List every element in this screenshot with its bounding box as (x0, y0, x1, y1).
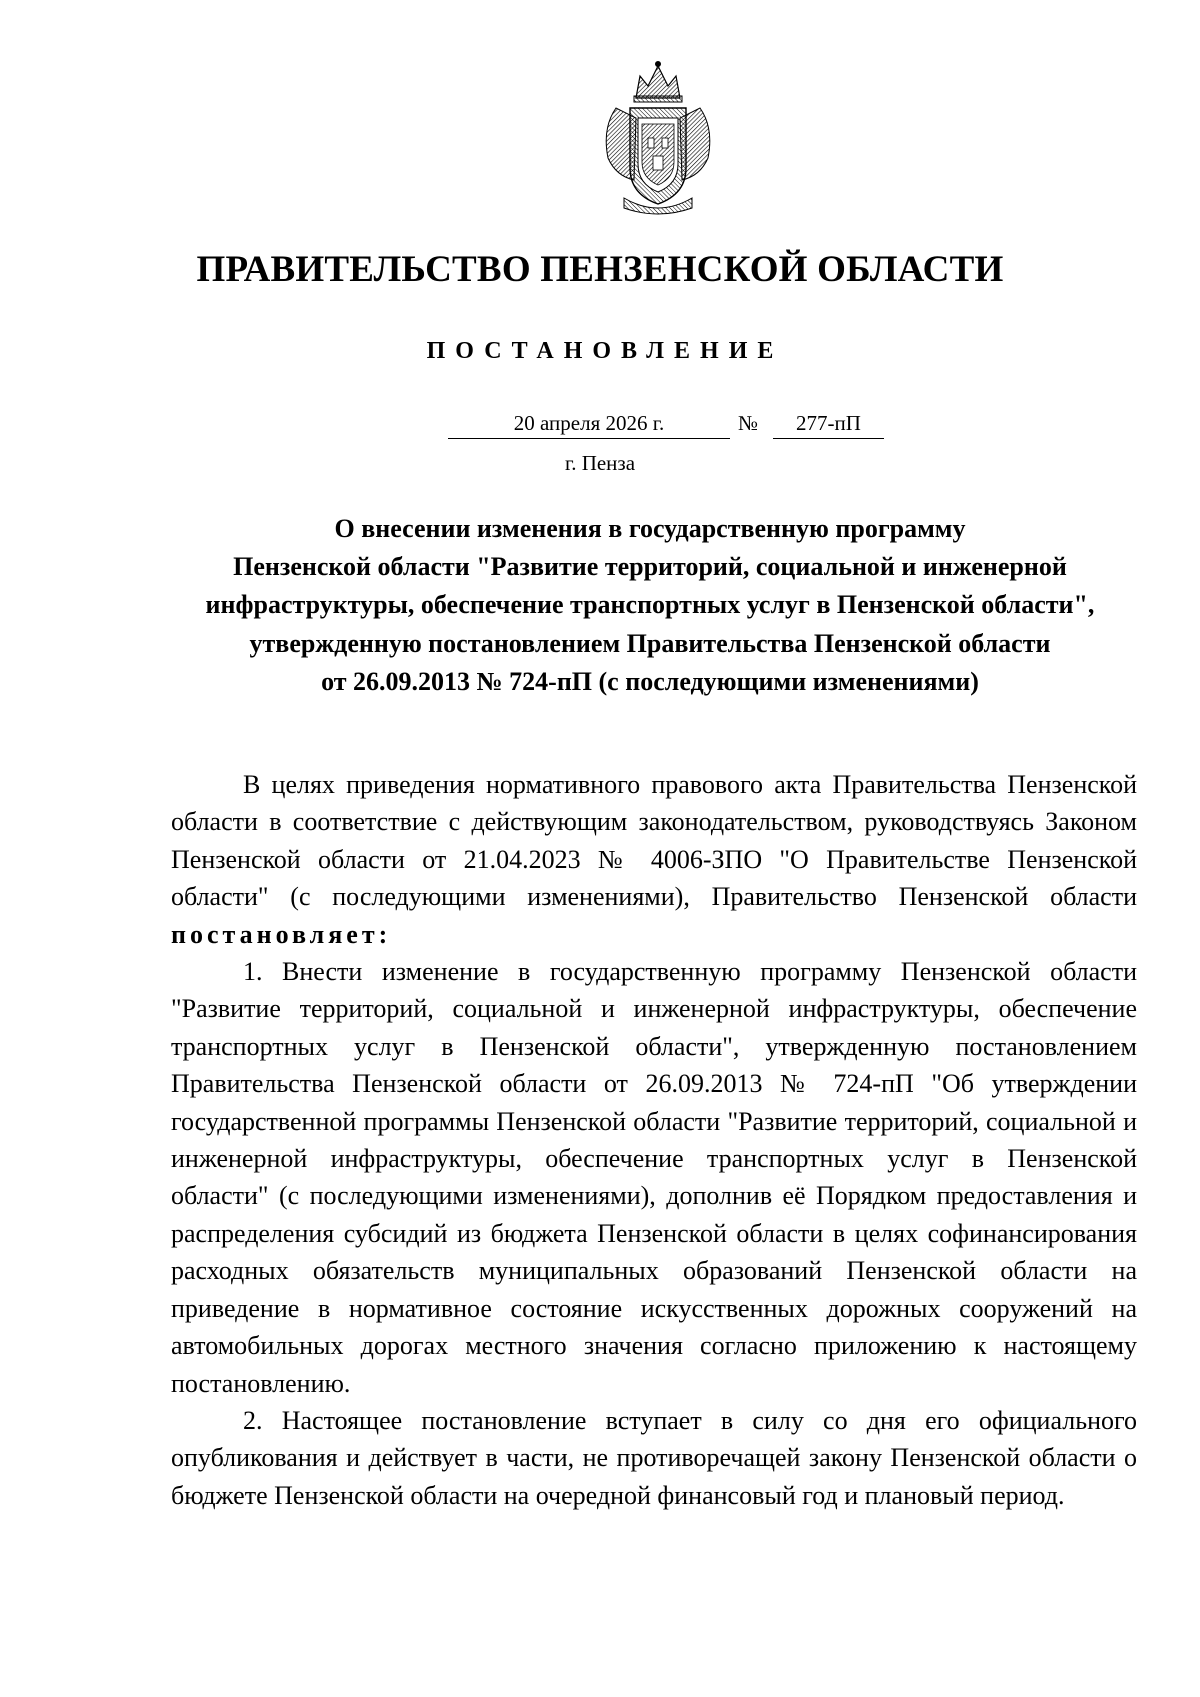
title-line: О внесении изменения в государственную программу (334, 514, 966, 543)
document-title (160, 510, 1140, 701)
preamble-paragraph (171, 766, 1137, 953)
document-city: г. Пенза (564, 451, 636, 475)
clause-paragraph: 1. Внести изменение в государственную программу Пензенской области "Развитие территорий, социальной и инженерной инфраструктуры, обеспечение транспортных услуг в Пензенской области", утвержденную постановлением Правительства Пензенской области от 26.09.2013 № 724-пП "Об утверждении государственной программы Пензенской области "Развитие территорий, социальной и инженерной инфраструктуры, обеспечение транспортных услуг в Пензенской области" (с последующими изменениями), дополнив её Порядком предоставления и распределения субсидий из бюджета Пензенской области в целях софинансирования расходных обязательств муниципальных образований Пензенской области на приведение в нормативное состояние искусственных дорожных сооружений на автомобильных дорогах местного значения согласно приложению к настоящему постановлению. (171, 957, 1137, 1398)
coat-of-arms-icon (596, 58, 720, 218)
document-date: 20 апреля 2026 г. (448, 410, 730, 439)
title-line: утвержденную постановлением Правительства Пензенской области (249, 628, 1051, 658)
document-type: ПОСТАНОВЛЕНИЕ (426, 338, 784, 364)
title-line: Пензенской области "Развитие территорий, социальной и инженерной (233, 552, 1067, 582)
document-number: 277-пП (773, 410, 884, 439)
decree-word: постановляет: (171, 919, 392, 949)
title-line: от 26.09.2013 № 724-пП (с последующими изменениями) (321, 666, 979, 696)
clause-paragraph: 2. Настоящее постановление вступает в силу со дня его официального опубликования и действует в части, не противоречащей закону Пензенской области о бюджете Пензенской области на очередной финансовый год и плановый период. (171, 1405, 1137, 1510)
document-body (171, 766, 1137, 1514)
title-line: инфраструктуры, обеспечение транспортных услуг в Пензенской области", (205, 590, 1095, 620)
organization-name: ПРАВИТЕЛЬСТВО ПЕНЗЕНСКОЙ ОБЛАСТИ (196, 249, 1004, 290)
number-sign: № (738, 411, 759, 435)
preamble-text: В целях приведения нормативного правового акта Правительства Пензенской области в соответствие с действующим законодательством, руководствуясь Законом Пензенской области от 21.04.2023 № 4006-ЗПО "О Правительстве Пензенской области" (с последующими изменениями), Правительство Пензенской области (171, 770, 1137, 912)
